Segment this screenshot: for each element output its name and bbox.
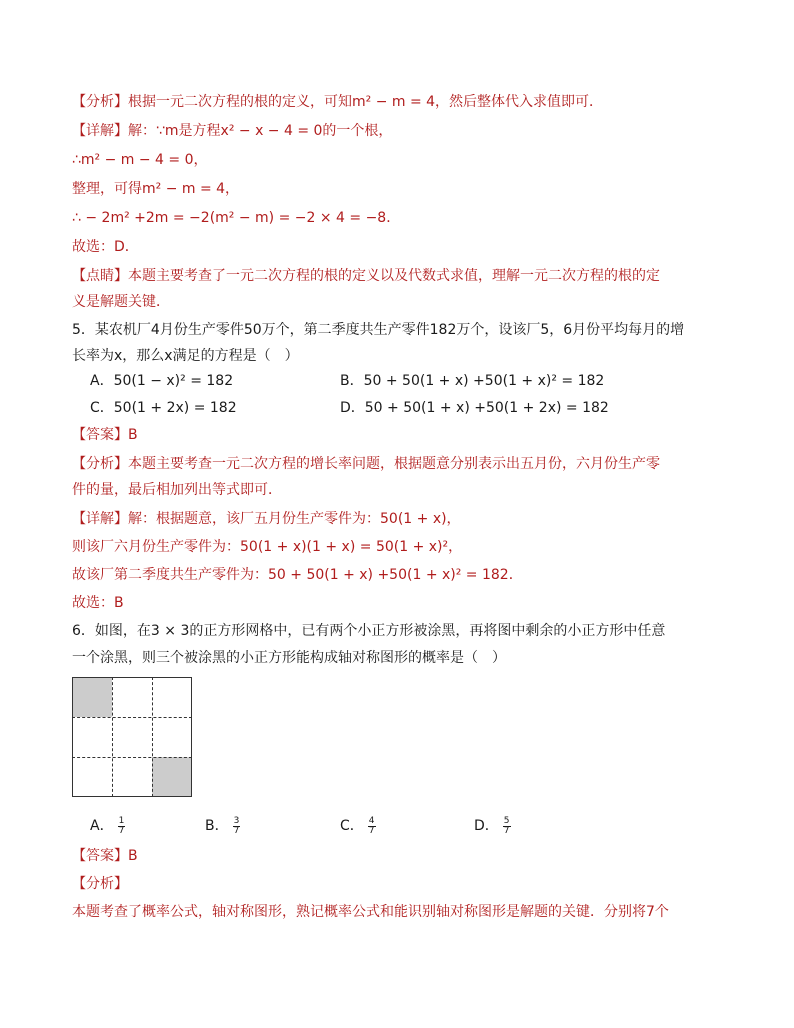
- question-6-line2: 一个涂黑，则三个被涂黑的小正方形能构成轴对称图形的概率是（ ）: [72, 650, 506, 666]
- fraction-a-num: 1: [118, 815, 125, 826]
- q6-option-b: [205, 816, 240, 836]
- answer-q6: 【答案】B: [72, 848, 138, 864]
- comment-q4-line1: 【点睛】本题主要考查了一元二次方程的根的定义以及代数式求值，理解一元二次方程的根的定: [72, 268, 660, 284]
- fraction-c-num: 4: [368, 815, 375, 826]
- question-5-line2: 长率为x，那么x满足的方程是（ ）: [72, 348, 299, 364]
- detail-q4-line2: ∴m² − m − 4 = 0，: [72, 152, 208, 168]
- grid-figure: [72, 677, 192, 797]
- analysis-q6-heading: 【分析】: [72, 876, 128, 892]
- q6-option-c: [340, 816, 376, 836]
- q5-option-a: A．50(1 − x)² = 182: [90, 373, 234, 389]
- q5-option-c: C．50(1 + 2x) = 182: [90, 400, 237, 416]
- q6-option-a-label: A．: [90, 818, 114, 834]
- fraction-c: [368, 817, 376, 836]
- detail-q5-line3: 故该厂第二季度共生产零件为：50 + 50(1 + x) +50(1 + x)² = 182．: [72, 567, 523, 583]
- q6-option-d: [474, 816, 511, 836]
- detail-q4-line3: 整理，可得m² − m = 4，: [72, 181, 240, 197]
- fraction-d: [503, 817, 511, 836]
- grid-frame: [72, 677, 192, 797]
- fraction-b-den: 7: [233, 825, 240, 836]
- analysis-q5-line2: 件的量，最后相加列出等式即可．: [72, 482, 282, 498]
- select-q5: 故选：B: [72, 595, 124, 611]
- comment-q4-line2: 义是解题关键．: [72, 294, 170, 310]
- question-6-line1: 6．如图，在3 × 3的正方形网格中，已有两个小正方形被涂黑，再将图中剩余的小正方形中任意: [72, 623, 666, 639]
- q6-option-a: [90, 816, 125, 836]
- q5-option-b: B．50 + 50(1 + x) +50(1 + x)² = 182: [340, 373, 605, 389]
- detail-q5-line2: 则该厂六月份生产零件为：50(1 + x)(1 + x) = 50(1 + x)²，: [72, 539, 463, 555]
- question-5-line1: 5．某农机厂4月份生产零件50万个，第二季度共生产零件182万个，设该厂5，6月份平均每月的增: [72, 322, 685, 338]
- fraction-c-den: 7: [368, 825, 375, 836]
- answer-q5: 【答案】B: [72, 427, 138, 443]
- q6-option-c-label: C．: [340, 818, 364, 834]
- fraction-b: [233, 817, 241, 836]
- fraction-a-den: 7: [118, 825, 125, 836]
- q5-option-d: D．50 + 50(1 + x) +50(1 + 2x) = 182: [340, 400, 609, 416]
- detail-q4-line1: 【详解】解：∵m是方程x² − x − 4 = 0的一个根，: [72, 123, 393, 139]
- q6-option-b-label: B．: [205, 818, 229, 834]
- detail-q4-line4: ∴ − 2m² +2m = −2(m² − m) = −2 × 4 = −8．: [72, 210, 401, 226]
- select-q4: 故选：D．: [72, 239, 139, 255]
- fraction-d-num: 5: [503, 815, 510, 826]
- q6-option-d-label: D．: [474, 818, 499, 834]
- analysis-q4: 【分析】根据一元二次方程的根的定义，可知m² − m = 4，然后整体代入求值即可．: [72, 94, 604, 110]
- fraction-a: [118, 817, 126, 836]
- analysis-q6-text: 本题考查了概率公式，轴对称图形，熟记概率公式和能识别轴对称图形是解题的关键．分别将7个: [72, 904, 669, 920]
- fraction-d-den: 7: [503, 825, 510, 836]
- fraction-b-num: 3: [233, 815, 240, 826]
- detail-q5-line1: 【详解】解：根据题意，该厂五月份生产零件为：50(1 + x)，: [72, 511, 461, 527]
- analysis-q5-line1: 【分析】本题主要考查一元二次方程的增长率问题，根据题意分别表示出五月份，六月份生产零: [72, 456, 660, 472]
